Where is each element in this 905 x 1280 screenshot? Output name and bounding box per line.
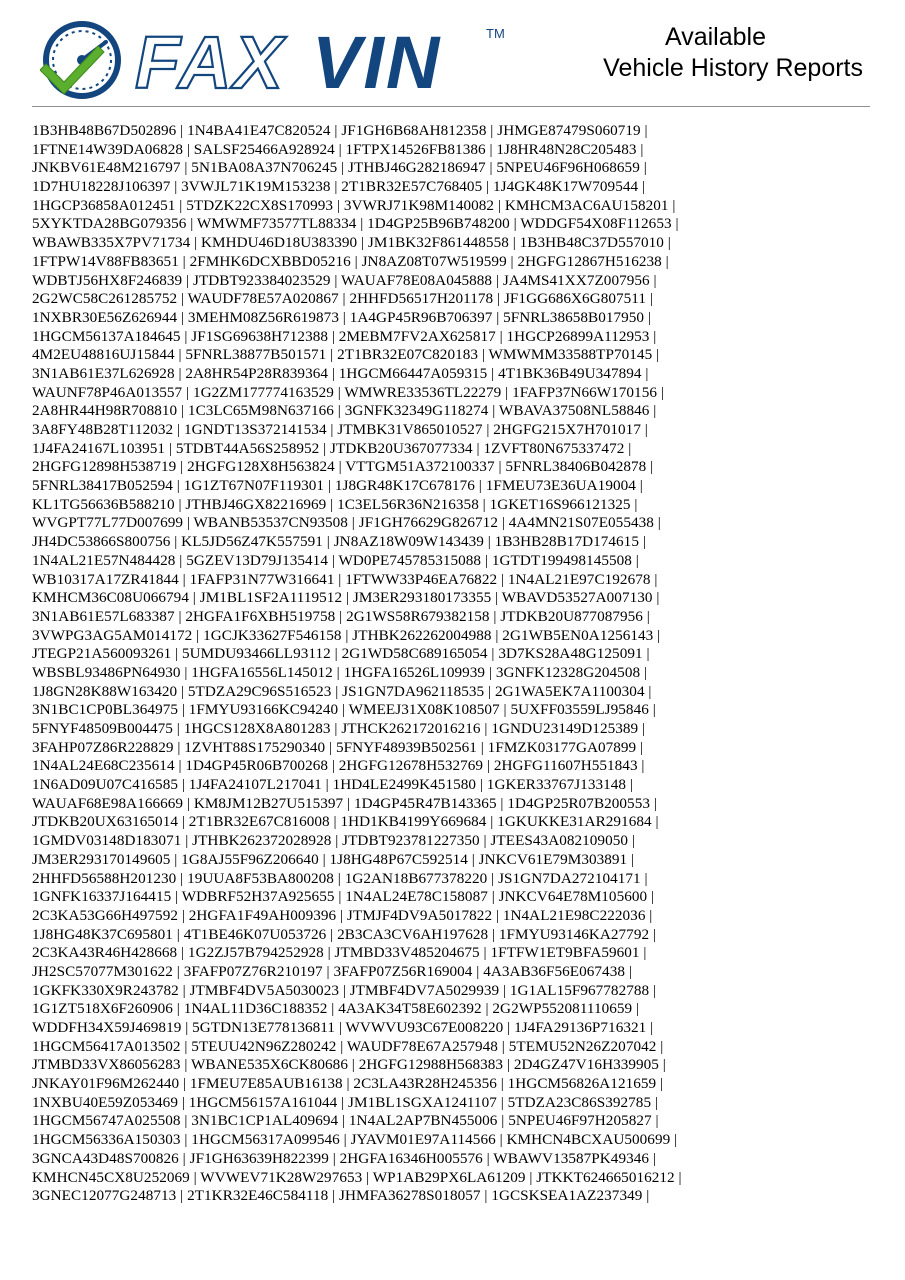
vin-line: JTEGP21A560093261 | 5UMDU93466LL93112 | 2G1WD58C689165054 | 3D7KS28A48G125091 | [32,645,650,663]
vin-line: 1J4FA24167L103951 | 5TDBT44A56S258952 | JTDKB20U367077334 | 1ZVFT80N675337472 | [32,439,632,457]
vin-line: 1N4AL21E57N484428 | 5GZEV13D79J135414 | WD0PE745785315088 | 1GTDT199498145508 | [32,551,639,569]
vin-line: WBSBL93486PN64930 | 1HGFA16556L145012 | 1HGFA16526L109939 | 3GNFK12328G204508 | [32,663,648,681]
vin-line: WDDFH34X59J469819 | 5GTDN13E778136811 | WVWVU93C67E008220 | 1J4FA29136P716321 | [32,1019,654,1036]
trademark-mark: TM [486,26,505,41]
vin-line: 5FNRL38417B052594 | 1G1ZT67N07F119301 | 1J8GR48K17C678176 | 1FMEU73E36UA19004 | [32,477,643,495]
logo-vin-text: VIN [312,21,442,102]
vin-line: 1HGCM56747A025508 | 3N1BC1CP1AL409694 | 1N4AL2AP7BN455006 | 5NPEU46F97H205827 | [32,1112,659,1130]
vin-line: 2C3KA53G66H497592 | 2HGFA1F49AH009396 | JTMJF4DV9A5017822 | 1N4AL21E98C222036 | [32,906,653,924]
speedometer-check-icon [40,24,118,96]
vin-list [32,122,882,1206]
vin-line: 2G2WC58C261285752 | WAUDF78E57A020867 | 2HHFD56517H201178 | JF1GG686X6G807511 | [32,290,653,308]
vin-line: WBAWB335X7PV71734 | KMHDU46D18U383390 | JM1BK32F861448558 | 1B3HB48C37D557010 | [32,234,671,252]
vin-line: 1N4AL24E68C235614 | 1D4GP45R06B700268 | 2HGFG12678H532769 | 2HGFG11607H551843 | [32,757,645,775]
vin-line: 1J8HG48K37C695801 | 4T1BE46K07U053726 | 2B3CA3CV6AH197628 | 1FMYU93146KA27792 | [32,925,657,943]
vin-line: JH4DC53866S800756 | KL5JD56Z47K557591 | JN8AZ18W09W143439 | 1B3HB28B17D174615 | [32,533,646,551]
vin-line: 1GNFK16337J164415 | WDBRF52H37A925655 | 1N4AL24E78C158087 | JNKCV64E78M105600 | [32,888,655,906]
vin-line: WDBTJ56HX8F246839 | JTDBT923384023529 | WAUAF78E08A045888 | JA4MS41XX7Z007956 | [32,271,657,289]
vin-line: KMHCM36C08U066794 | JM1BL1SF2A1119512 | JM3ER293180173355 | WBAVD53527A007130 | [32,589,660,607]
title-line-1: Available [664,23,766,51]
vin-line: 2A8HR44H98R708810 | 1C3LC65M98N637166 | 3GNFK32349G118274 | WBAVA37508NL58846 | [32,402,657,420]
vin-line: 3N1AB61E57L683387 | 2HGFA1F6XBH519758 | 2G1WS58R679382158 | JTDKB20U877087956 | [32,607,650,625]
vin-line: 1HGCM56417A013502 | 5TEUU42N96Z280242 | WAUDF78E67A257948 | 5TEMU52N26Z207042 | [32,1037,664,1055]
vin-line: 3FAHP07Z86R228829 | 1ZVHT88S175290340 | 5FNYF48939B502561 | 1FMZK03177GA07899 | [32,738,644,756]
logo-fax-text: FAX [135,21,285,102]
vin-line: JM3ER293170149605 | 1G8AJ55F96Z206640 | 1J8HG48P67C592514 | JNKCV61E79M303891 | [32,850,635,868]
vin-line: JTDKB20UX63165014 | 2T1BR32E67C816008 | 1HD1KB4199Y669684 | 1GKUKKE31AR291684 | [32,813,659,831]
vin-line: JNKAY01F96M262440 | 1FMEU7E85AUB16138 | 2C3LA43R28H245356 | 1HGCM56826A121659 | [32,1075,664,1093]
header-divider [32,106,870,107]
vin-line: 1G1ZT518X6F260906 | 1N4AL11D36C188352 | 4A3AK34T58E602392 | 2G2WP552081110659 | [32,1000,640,1018]
vin-line: KMHCN45CX8U252069 | WVWEV71K28W297653 | WP1AB29PX6LA61209 | JTKKT624665016212 | [32,1168,682,1186]
vin-line: 3A8FY48B28T112032 | 1GNDT13S372141534 | JTMBK31V865010527 | 2HGFG215X7H701017 | [32,421,648,438]
vin-line: 1J8GN28K88W163420 | 5TDZA29C96S516523 | JS1GN7DA962118535 | 2G1WA5EK7A1100304 | [32,682,652,700]
vin-line: 2HGFG12898H538719 | 2HGFG128X8H563824 | VTTGM51A372100337 | 5FNRL38406B042878 | [32,458,654,476]
vin-line: WAUAF68E98A166669 | KM8JM12B27U515397 | 1D4GP45R47B143365 | 1D4GP25R07B200553 | [32,794,657,812]
vin-line: 5XYKTDA28BG079356 | WMWMF73577TL88334 | 1D4GP25B96B748200 | WDDGF54X08F112653 | [32,215,679,233]
vin-line: 3GNCA43D48S700826 | JF1GH63639H822399 | 2HGFA16346H005576 | WBAWV13587PK49346 | [32,1149,656,1167]
header-title [553,22,863,84]
vin-line: WVGPT77L77D007699 | WBANB53537CN93508 | JF1GH76629G826712 | 4A4MN21S07E055438 | [32,514,661,532]
vin-line: WB10317A17ZR41844 | 1FAFP31N77W316641 | 1FTWW33P46EA76822 | 1N4AL21E97C192678 | [32,570,658,588]
vin-line: 1HGCP36858A012451 | 5TDZK22CX8S170993 | 3VWRJ71K98M140082 | KMHCM3AC6AU158201 | [32,196,676,214]
vin-line: 3N1AB61E37L626928 | 2A8HR54P28R839364 | 1HGCM66447A059315 | 4T1BK36B49U347894 | [32,364,649,382]
vin-line: 5FNYF48509B004475 | 1HGCS128X8A801283 | JTHCK262172016216 | 1GNDU23149D125389 | [32,720,646,737]
vin-line: 1NXBU40E59Z053469 | 1HGCM56157A161044 | JM1BL1SGXA1241107 | 5TDZA23C86S392785 | [32,1093,659,1111]
vin-line: 1NXBR30E56Z626944 | 3MEHM08Z56R619873 | 1A4GP45R96B706397 | 5FNRL38658B017950 | [32,308,652,326]
vin-line: 1HGCM56336A150303 | 1HGCM56317A099546 | JYAVM01E97A114566 | KMHCN4BCXAU500699 | [32,1131,678,1149]
vin-line: JNKBV61E48M216797 | 5N1BA08A37N706245 | JTHBJ46G282186947 | 5NPEU46F96H068659 | [32,159,647,177]
faxvin-logo [40,16,560,102]
page-header [0,0,905,108]
vin-line: KL1TG56636B588210 | JTHBJ46GX82216969 | 1C3EL56R36N216358 | 1GKET16S966121325 | [32,495,638,513]
vin-line: 1FTPW14V88FB83651 | 2FMHK6DCXBBD05216 | JN8AZ08T07W519599 | 2HGFG12867H516238 | [32,252,669,270]
vin-line: WAUNF78P46A013557 | 1G2ZM177774163529 | WMWRE33536TL22279 | 1FAFP37N66W170156 | [32,383,664,401]
title-line-2: Vehicle History Reports [603,54,863,82]
vin-line: 2C3KA43R46H428668 | 1G2ZJ57B794252928 | JTMBD33V485204675 | 1FTFW1ET9BFA59601 | [32,944,647,962]
vin-line: 4M2EU48816UJ15844 | 5FNRL38877B501571 | 2T1BR32E07C820183 | WMWMM33588TP70145 | [32,346,660,364]
vin-line: 1N6AD09U07C416585 | 1J4FA24107L217041 | 1HD4LE2499K451580 | 1GKER33767J133148 | [32,776,633,794]
vin-line: 2HHFD56588H201230 | 19UUA8F53BA800208 | 1G2AN18B677378220 | JS1GN7DA272104171 | [32,869,648,887]
vin-line: 3VWPG3AG5AM014172 | 1GCJK33627F546158 | JTHBK262262004988 | 2G1WB5EN0A1256143 | [32,626,661,644]
vin-line: 3GNEC12077G248713 | 2T1KR32E46C584118 | JHMFA36278S018057 | 1GCSKSEA1AZ237349 | [32,1187,650,1205]
vin-line: 3N1BC1CP0BL364975 | 1FMYU93166KC94240 | WMEEJ31X08K108507 | 5UXFF03559LJ95846 | [32,701,656,719]
vin-line: 1GKFK330X9R243782 | JTMBF4DV5A5030023 | JTMBF4DV7A5029939 | 1G1AL15F967782788 | [32,981,657,999]
vin-line: JH2SC57077M301622 | 3FAFP07Z76R210197 | 3FAFP07Z56R169004 | 4A3AB36F56E067438 | [32,962,632,980]
vin-line: 1D7HU18228J106397 | 3VWJL71K19M153238 | 2T1BR32E57C768405 | 1J4GK48K17W709544 | [32,178,646,196]
vin-line: 1B3HB48B67D502896 | 1N4BA41E47C820524 | JF1GH6B68AH812358 | JHMGE87479S060719 | [32,122,648,139]
vin-line: 1FTNE14W39DA06828 | SALSF25466A928924 | 1FTPX14526FB81386 | 1J8HR48N28C205483 | [32,140,644,158]
vin-line: JTMBD33VX86056283 | WBANE535X6CK80686 | 2HGFG12988H568383 | 2D4GZ47V16H339905 | [32,1056,666,1074]
vin-line: 1GMDV03148D183071 | JTHBK262372028928 | JTDBT923781227350 | JTEES43A082109050 | [32,832,635,850]
vin-line: 1HGCM56137A184645 | JF1SG69638H712388 | 2MEBM7FV2AX625817 | 1HGCP26899A112953 | [32,327,657,345]
